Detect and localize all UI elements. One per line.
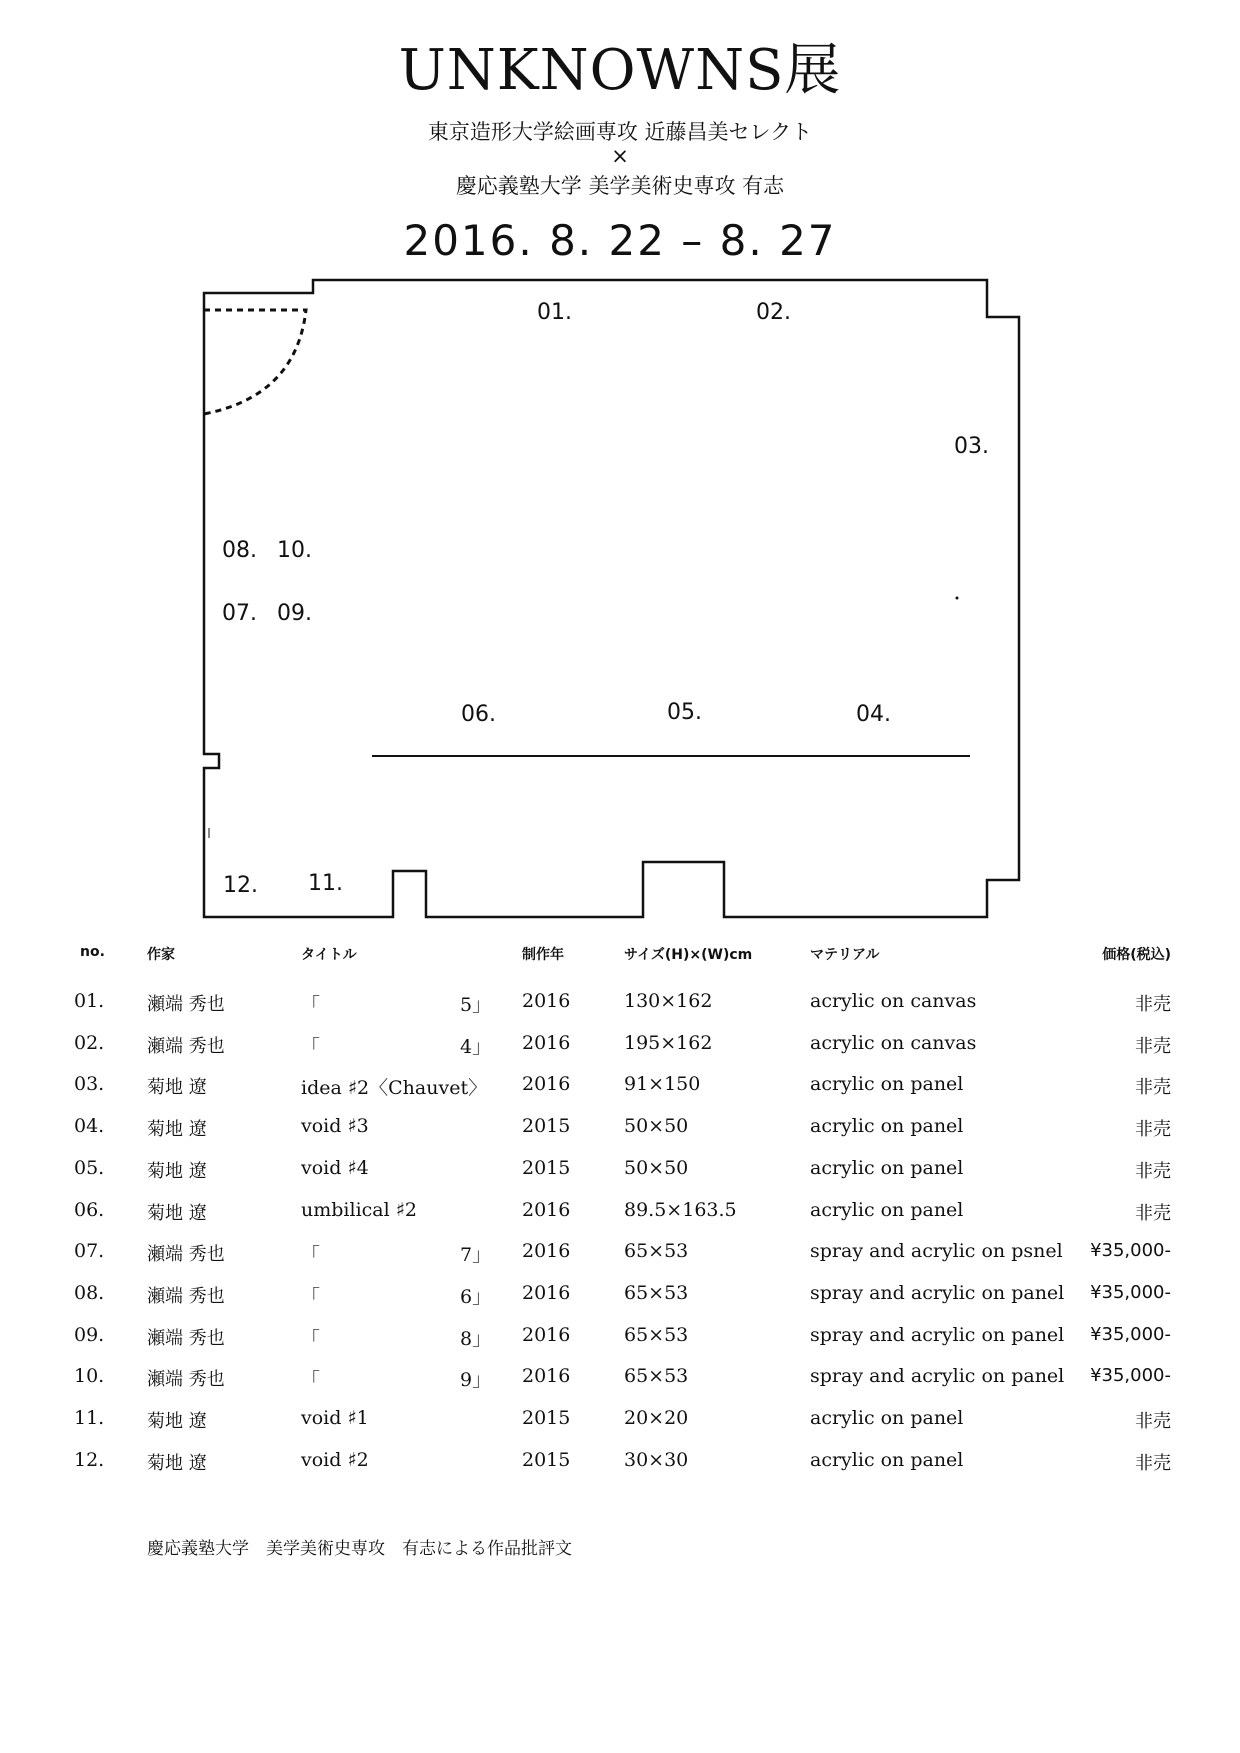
row-price: 非売 xyxy=(1135,1077,1171,1099)
row-no: 02. xyxy=(74,1031,105,1054)
row-material: spray and acrylic on panel xyxy=(810,1365,1065,1388)
row-year: 2015 xyxy=(522,1115,571,1138)
header-year: 制作年 xyxy=(522,947,564,963)
row-title-open: 「 xyxy=(301,1369,321,1392)
plan-label-04: 04. xyxy=(856,702,891,727)
row-year: 2016 xyxy=(522,990,571,1012)
table-row xyxy=(0,1324,1240,1354)
row-year: 2015 xyxy=(522,1407,571,1429)
row-year: 2015 xyxy=(522,1156,571,1179)
plan-dot xyxy=(956,597,959,600)
row-artist: 菊地 遼 xyxy=(147,1452,207,1474)
row-artist: 菊地 遼 xyxy=(147,1411,207,1432)
row-material: spray and acrylic on panel xyxy=(810,1323,1065,1346)
plan-label-05: 05. xyxy=(667,700,702,725)
header-no: no. xyxy=(80,944,105,960)
header-price: 価格(税込) xyxy=(1102,947,1171,963)
row-year: 2016 xyxy=(522,1198,571,1221)
row-material: acrylic on panel xyxy=(810,1407,964,1429)
row-no: 06. xyxy=(74,1198,105,1221)
row-no: 12. xyxy=(74,1448,105,1471)
table-row xyxy=(0,1365,1240,1395)
row-no: 08. xyxy=(74,1281,105,1304)
table-row xyxy=(0,1240,1240,1270)
table-row xyxy=(0,1032,1240,1062)
floor-plan-walls xyxy=(204,280,1019,917)
row-title-close: 8」 xyxy=(460,1327,492,1350)
row-size: 91×150 xyxy=(624,1073,701,1096)
row-year: 2016 xyxy=(522,1323,571,1346)
row-year: 2016 xyxy=(522,1281,571,1304)
row-artist: 瀬端 秀也 xyxy=(147,994,225,1015)
row-year: 2016 xyxy=(522,1073,571,1096)
row-title-close: 7」 xyxy=(460,1244,492,1267)
row-no: 05. xyxy=(74,1156,105,1179)
row-material: acrylic on panel xyxy=(810,1073,964,1096)
table-row xyxy=(0,1115,1240,1145)
row-title-close: 9」 xyxy=(460,1369,492,1392)
row-no: 09. xyxy=(74,1323,105,1346)
row-price: 非売 xyxy=(1135,1119,1171,1141)
row-artist: 瀬端 秀也 xyxy=(147,1244,225,1266)
row-price: ¥35,000- xyxy=(1090,1323,1171,1345)
row-size: 195×162 xyxy=(624,1031,713,1054)
row-size: 50×50 xyxy=(624,1156,689,1179)
table-row xyxy=(0,1157,1240,1187)
row-material: acrylic on canvas xyxy=(810,1031,977,1054)
row-no: 10. xyxy=(74,1365,105,1388)
row-price: ¥35,000- xyxy=(1090,1365,1171,1387)
plan-label-09: 09. xyxy=(277,601,312,626)
plan-label-03: 03. xyxy=(954,434,989,459)
row-no: 04. xyxy=(74,1115,105,1138)
row-size: 50×50 xyxy=(624,1115,689,1138)
row-title-close: 4」 xyxy=(460,1035,492,1058)
exhibition-dates: 2016. 8. 22 – 8. 27 xyxy=(403,216,837,265)
header-size: サイズ(H)×(W)cm xyxy=(624,947,753,963)
row-price: 非売 xyxy=(1135,1202,1171,1224)
row-size: 30×30 xyxy=(624,1448,689,1471)
row-title: void ♯1 xyxy=(301,1407,369,1429)
row-year: 2016 xyxy=(522,1365,571,1388)
header-title: タイトル xyxy=(301,947,357,963)
row-material: acrylic on panel xyxy=(810,1448,964,1471)
row-size: 65×53 xyxy=(624,1323,689,1346)
row-price: ¥35,000- xyxy=(1090,1281,1171,1303)
plan-label-08: 08. xyxy=(222,538,257,563)
row-artist: 瀬端 秀也 xyxy=(147,1035,225,1057)
table-row xyxy=(0,990,1240,1020)
row-price: 非売 xyxy=(1135,1411,1171,1432)
row-title: void ♯4 xyxy=(301,1156,369,1179)
critique-note: 慶応義塾大学 美学美術史専攻 有志による作品批評文 xyxy=(147,1539,572,1559)
plan-label-02: 02. xyxy=(756,300,791,325)
row-title: umbilical ♯2 xyxy=(301,1198,418,1221)
row-year: 2016 xyxy=(522,1240,571,1263)
row-year: 2016 xyxy=(522,1031,571,1054)
plan-label-12: 12. xyxy=(223,873,258,898)
header-artist: 作家 xyxy=(147,947,175,963)
row-title: void ♯3 xyxy=(301,1115,369,1138)
row-price: ¥35,000- xyxy=(1090,1240,1171,1262)
cross-symbol: × xyxy=(611,144,629,168)
row-no: 07. xyxy=(74,1240,105,1263)
row-material: acrylic on panel xyxy=(810,1156,964,1179)
organizer-line-1: 東京造形大学絵画専攻 近藤昌美セレクト xyxy=(427,120,813,144)
row-size: 65×53 xyxy=(624,1365,689,1388)
plan-label-07: 07. xyxy=(222,601,257,626)
row-material: spray and acrylic on psnel xyxy=(810,1240,1063,1263)
row-material: acrylic on panel xyxy=(810,1198,964,1221)
row-title-open: 「 xyxy=(301,994,321,1016)
row-artist: 菊地 遼 xyxy=(147,1160,207,1182)
row-price: 非売 xyxy=(1135,994,1171,1015)
row-no: 01. xyxy=(74,990,105,1012)
row-title-open: 「 xyxy=(301,1244,321,1267)
row-artist: 瀬端 秀也 xyxy=(147,1285,225,1307)
row-price: 非売 xyxy=(1135,1160,1171,1182)
row-size: 130×162 xyxy=(624,990,713,1012)
row-price: 非売 xyxy=(1135,1452,1171,1474)
row-size: 89.5×163.5 xyxy=(624,1198,737,1221)
row-no: 03. xyxy=(74,1073,105,1096)
row-title-open: 「 xyxy=(301,1327,321,1350)
row-artist: 菊地 遼 xyxy=(147,1202,207,1224)
row-title-open: 「 xyxy=(301,1035,321,1058)
plan-label-06: 06. xyxy=(461,702,496,727)
row-artist: 瀬端 秀也 xyxy=(147,1327,225,1349)
table-row xyxy=(0,1282,1240,1312)
row-material: acrylic on canvas xyxy=(810,990,977,1012)
header-material: マテリアル xyxy=(810,947,880,963)
row-no: 11. xyxy=(74,1407,105,1429)
door-swing-icon xyxy=(204,310,306,414)
table-row xyxy=(0,1199,1240,1229)
row-title: idea ♯2〈Chauvet〉 xyxy=(301,1077,488,1100)
row-year: 2015 xyxy=(522,1448,571,1471)
row-price: 非売 xyxy=(1135,1035,1171,1057)
row-artist: 菊地 遼 xyxy=(147,1077,207,1099)
row-size: 65×53 xyxy=(624,1240,689,1263)
table-row xyxy=(0,1407,1240,1437)
plan-label-10: 10. xyxy=(277,538,312,563)
organizer-line-2: 慶応義塾大学 美学美術史専攻 有志 xyxy=(455,174,785,198)
row-material: acrylic on panel xyxy=(810,1115,964,1138)
row-title: void ♯2 xyxy=(301,1448,369,1471)
row-artist: 菊地 遼 xyxy=(147,1119,207,1141)
row-artist: 瀬端 秀也 xyxy=(147,1369,225,1391)
row-size: 65×53 xyxy=(624,1281,689,1304)
row-title-close: 5」 xyxy=(460,994,492,1016)
row-title-open: 「 xyxy=(301,1285,321,1308)
plan-label-11: 11. xyxy=(308,871,343,896)
table-row xyxy=(0,1073,1240,1103)
row-material: spray and acrylic on panel xyxy=(810,1281,1065,1304)
table-row xyxy=(0,1449,1240,1479)
row-title-close: 6」 xyxy=(460,1285,492,1308)
page-title: UNKNOWNS展 xyxy=(398,38,842,103)
plan-label-01: 01. xyxy=(537,300,572,325)
row-size: 20×20 xyxy=(624,1407,689,1429)
